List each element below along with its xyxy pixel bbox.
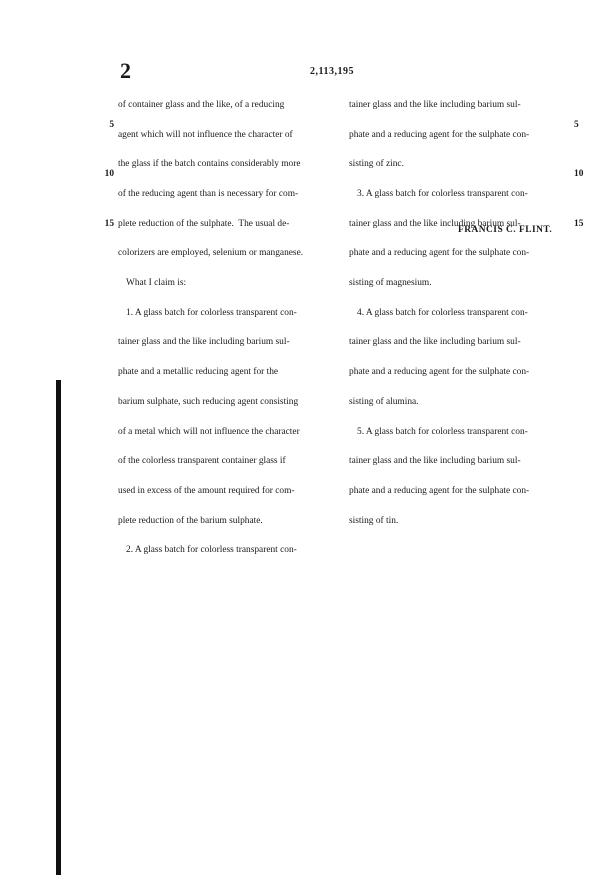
left-column-text [118,81,343,566]
inventor-signature: FRANCIS C. FLINT. [458,225,553,235]
text-line: tainer glass and the like including barium sul- [349,456,521,467]
scan-margin-bar [56,380,61,875]
claim-4-start: 4. A glass batch for colorless transparent con- [357,307,528,318]
claim-2-start: 2. A glass batch for colorless transparent con- [126,545,297,556]
text-line: colorizers are employed, selenium or manganese. [118,248,304,259]
claim-1-start: 1. A glass batch for colorless transparent con- [126,307,297,318]
text-line: of the reducing agent than is necessary for com- [118,188,299,199]
text-line: phate and a reducing agent for the sulphate con- [349,129,530,140]
text-line: What I claim is: [126,278,187,289]
line-number-15: 15 [574,218,584,229]
line-number-5: 5 [574,119,579,130]
text-line: of a metal which will not influence the character [118,426,300,437]
text-line: of container glass and the like, of a reducing [118,99,285,110]
text-line: agent which will not influence the character of [118,129,293,140]
text-line: sisting of zinc. [349,159,404,170]
page-number: 2 [120,58,132,83]
claim-3-start: 3. A glass batch for colorless transparent con- [357,188,528,199]
right-column-text [349,81,574,536]
text-line: sisting of magnesium. [349,278,432,289]
text-line: tainer glass and the like including barium sul- [118,337,290,348]
line-number-10: 10 [574,169,584,180]
text-line: plete reduction of the sulphate. The usual de- [118,218,290,229]
text-line: phate and a reducing agent for the sulphate con- [349,485,530,496]
text-line: used in excess of the amount required for com- [118,485,295,496]
text-line: tainer glass and the like including barium sul- [349,99,521,110]
text-line: phate and a reducing agent for the sulphate con- [349,367,530,378]
text-line: the glass if the batch contains considerably more [118,159,301,170]
text-line: tainer glass and the like including barium sul- [349,218,521,229]
text-line: plete reduction of the barium sulphate. [118,515,263,526]
text-line: sisting of tin. [349,515,399,526]
claim-5-start: 5. A glass batch for colorless transparent con- [357,426,528,437]
text-line: sisting of alumina. [349,396,419,407]
text-line: phate and a reducing agent for the sulphate con- [349,248,530,259]
patent-number: 2,113,195 [310,66,354,77]
text-line: phate and a metallic reducing agent for the [118,367,279,378]
line-number-10: 10 [104,169,114,180]
line-number-15: 15 [104,218,114,229]
line-number-5: 5 [109,119,114,130]
text-line: barium sulphate, such reducing agent consisting [118,396,299,407]
text-line: of the colorless transparent container glass if [118,456,286,467]
text-line: tainer glass and the like including barium sul- [349,337,521,348]
